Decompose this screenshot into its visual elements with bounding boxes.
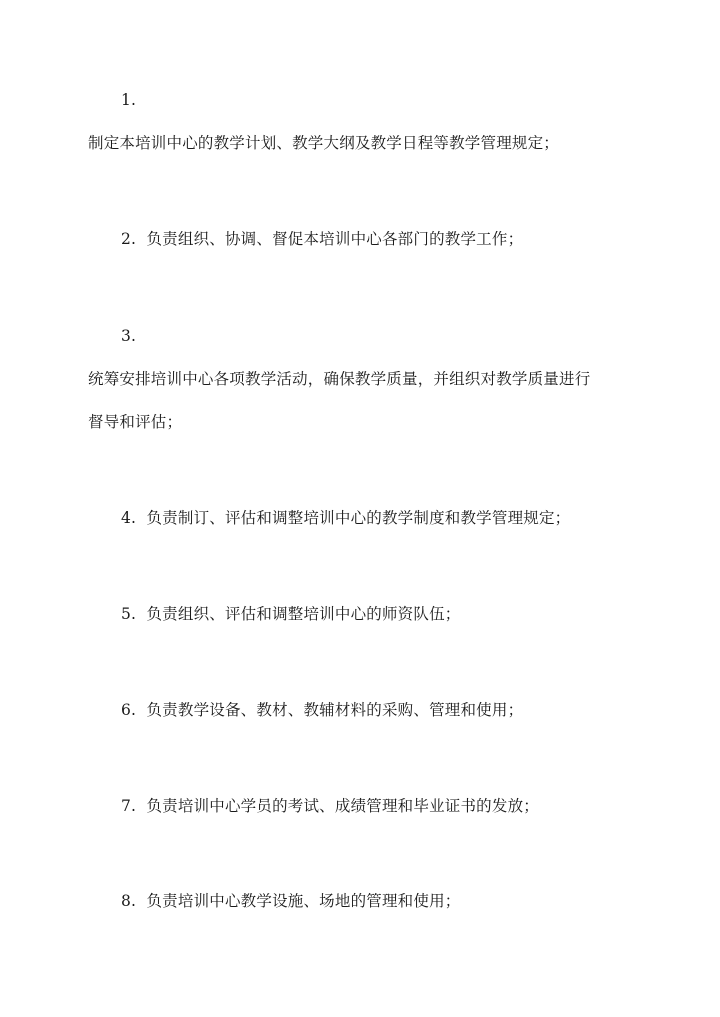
item-4 [121, 507, 570, 529]
item-2-number: 2. [121, 230, 137, 248]
item-3-text-line1: 统筹安排培训中心各项教学活动，确保教学质量，并组织对教学质量进行 [88, 370, 591, 388]
item-7-text: 负责培训中心学员的考试、成绩管理和毕业证书的发放； [146, 797, 539, 815]
item-6-number: 6. [121, 701, 137, 719]
item-6 [121, 699, 523, 721]
item-1-text: 制定本培训中心的教学计划、教学大纲及教学日程等教学管理规定； [88, 134, 560, 152]
item-7 [121, 795, 539, 817]
item-3-number: 3. [121, 327, 137, 345]
item-5 [121, 603, 460, 625]
item-4-text: 负责制订、评估和调整培训中心的教学制度和教学管理规定； [146, 509, 571, 527]
item-8 [121, 890, 460, 912]
item-2 [121, 228, 523, 250]
item-6-text: 负责教学设备、教材、教辅材料的采购、管理和使用； [146, 701, 524, 719]
item-8-text: 负责培训中心教学设施、场地的管理和使用； [146, 892, 461, 910]
item-5-text: 负责组织、评估和调整培训中心的师资队伍； [146, 605, 461, 623]
item-5-number: 5. [121, 605, 137, 623]
item-8-number: 8. [121, 892, 137, 910]
item-4-number: 4. [121, 509, 137, 527]
item-7-number: 7. [121, 797, 137, 815]
item-2-text: 负责组织、协调、督促本培训中心各部门的教学工作； [146, 230, 524, 248]
item-1-number: 1. [121, 91, 137, 109]
item-3-text-line2: 督导和评估； [88, 413, 183, 431]
